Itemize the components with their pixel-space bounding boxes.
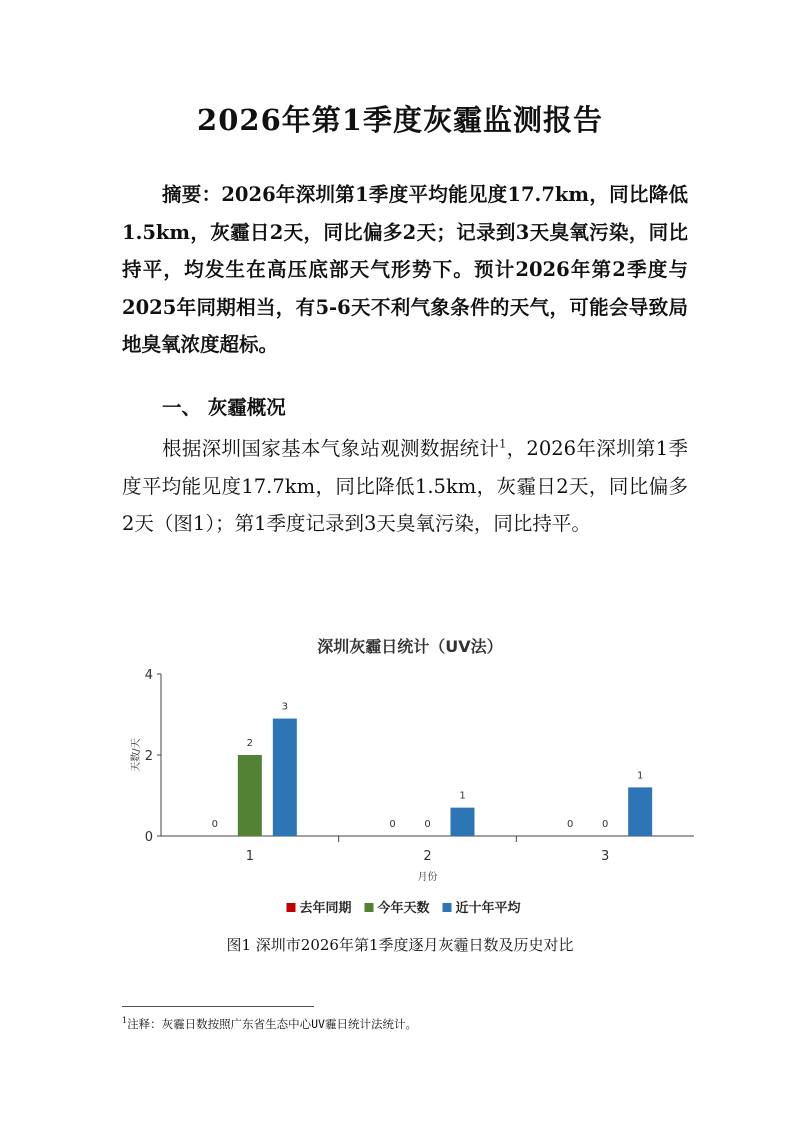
bar-3-month-3 xyxy=(628,787,652,836)
legend-label-3: 近十年平均 xyxy=(455,901,521,916)
chart-svg xyxy=(110,628,710,928)
document-title: 2026年第1季度灰霾监测报告 xyxy=(197,103,603,137)
data-label: 1 xyxy=(459,790,466,802)
haze-days-chart xyxy=(110,628,710,928)
y-tick-label: 4 xyxy=(144,668,153,683)
data-label: 0 xyxy=(566,819,574,830)
legend-label-2: 今年天数 xyxy=(377,901,430,916)
data-label: 3 xyxy=(281,701,289,713)
footnote-number: 1 xyxy=(122,1016,128,1026)
footnote-divider xyxy=(122,1006,314,1007)
body-paragraph xyxy=(122,430,688,543)
x-axis-label: 月份 xyxy=(417,872,438,883)
data-label: 2 xyxy=(246,738,254,749)
bar-2-month-1 xyxy=(238,755,262,836)
section-heading-haze-overview: 一、 灰霾概况 xyxy=(162,396,286,419)
legend-swatch-2 xyxy=(365,903,374,912)
legend-label-1: 去年同期 xyxy=(299,901,352,916)
abstract-paragraph: 摘要：2026年深圳第1季度平均能见度17.7km，同比降低1.5km，灰霾日2天，同比偏多2天；记录到3天臭氧污染，同比持平，均发生在高压底部天气形势下。预计2026年第2季度与2025年同期相当，有5-6天不利气象条件的天气，可能会导致局地臭氧浓度超标。 xyxy=(122,183,688,356)
y-axis-label: 天数/天 xyxy=(131,738,142,772)
y-tick-label: 2 xyxy=(144,749,153,764)
bar-3-month-2 xyxy=(451,808,475,836)
data-label: 0 xyxy=(424,819,431,830)
data-label: 1 xyxy=(636,770,644,782)
footnote-text: 注释：灰霾日数按照广东省生态中心UV霾日统计法统计。 xyxy=(127,1017,417,1031)
legend-swatch-1 xyxy=(287,903,296,912)
footnote-reference[interactable]: 1 xyxy=(499,437,507,451)
bar-3-month-1 xyxy=(273,719,297,836)
x-tick-label: 2 xyxy=(423,849,432,864)
chart-title: 深圳灰霾日统计（UV法） xyxy=(317,637,503,656)
x-tick-label: 3 xyxy=(601,849,610,864)
body-text-part1: 根据深圳国家基本气象站观测数据统计 xyxy=(162,437,500,460)
data-label: 0 xyxy=(211,819,219,830)
figure-caption: 图1 深圳市2026年第1季度逐月灰霾日数及历史对比 xyxy=(226,936,574,954)
data-label: 0 xyxy=(601,819,609,830)
body-text-part2: ，2026年深圳第1季度平均能见度17.7km，同比降低1.5km，灰霾日2天，同比偏多2天（图1）；第1季度记录到3天臭氧污染，同比持平。 xyxy=(122,437,688,535)
footnote xyxy=(122,1016,417,1032)
data-label: 0 xyxy=(389,819,396,830)
legend-swatch-3 xyxy=(443,903,452,912)
y-tick-label: 0 xyxy=(144,830,153,845)
x-tick-label: 1 xyxy=(245,849,254,864)
